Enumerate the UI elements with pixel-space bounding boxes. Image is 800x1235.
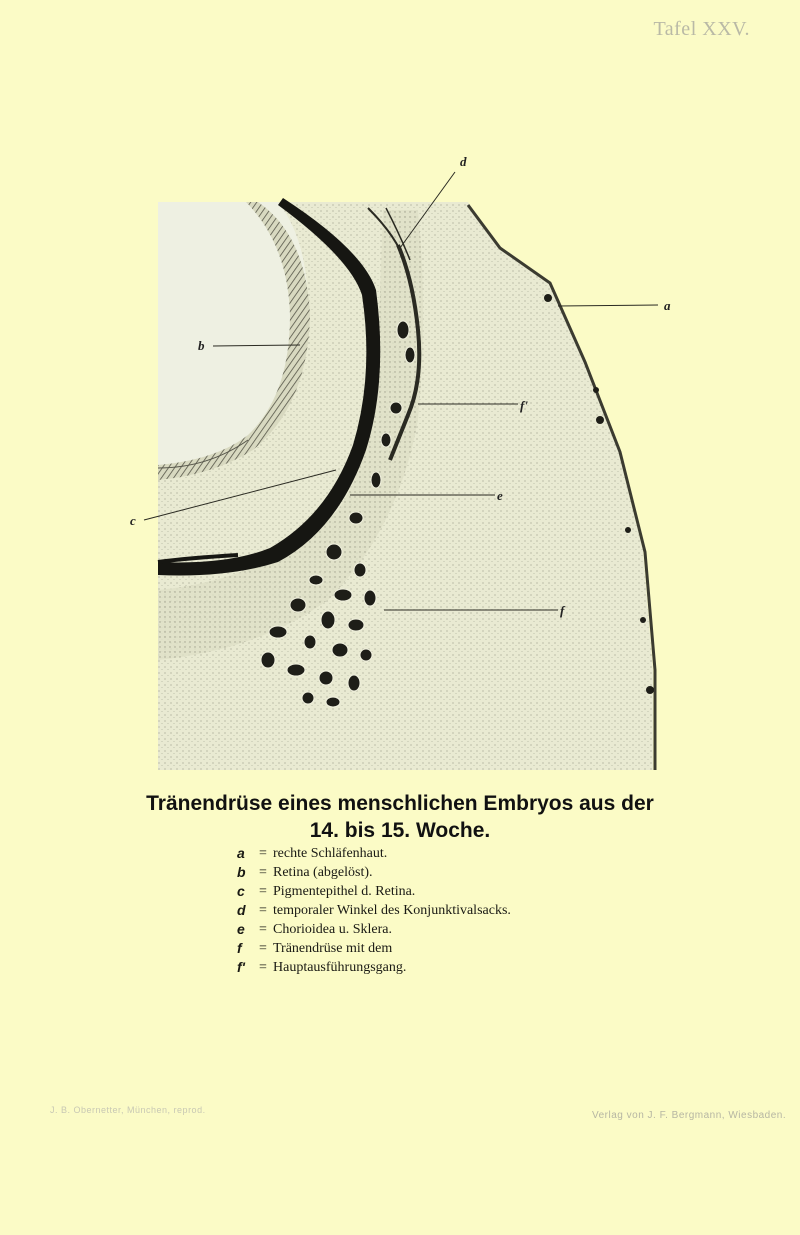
legend-letter: d <box>237 902 246 918</box>
legend-row-c <box>237 882 511 901</box>
legend-text: Hauptausführungsgang. <box>273 960 407 975</box>
footer-printer-credit: J. B. Obernetter, München, reprod. <box>50 1105 206 1115</box>
figure-label-b: b <box>198 338 205 353</box>
caption-title-line-1: Tränendrüse eines menschlichen Embryos aus der <box>146 792 654 815</box>
legend-letter: b <box>237 864 246 880</box>
legend-equals: = <box>259 903 267 918</box>
figure-label-d: d <box>460 154 467 169</box>
legend-equals: = <box>259 846 267 861</box>
legend-text: temporaler Winkel des Konjunktivalsacks. <box>273 903 511 918</box>
legend-letter: f <box>237 940 242 956</box>
legend-equals: = <box>259 922 267 937</box>
footer-publisher-credit: Verlag von J. F. Bergmann, Wiesbaden. <box>592 1110 787 1121</box>
legend-row-e <box>237 920 511 939</box>
figure-label-a: a <box>664 298 671 313</box>
legend-equals: = <box>259 960 267 975</box>
legend-row-b <box>237 863 511 882</box>
legend-equals: = <box>259 884 267 899</box>
legend-letter: a <box>237 845 245 861</box>
legend-row-a <box>237 844 511 863</box>
figure-label-f: f <box>560 603 565 618</box>
legend <box>237 844 511 977</box>
legend-text: Tränendrüse mit dem <box>273 941 393 956</box>
legend-letter: f' <box>237 959 245 975</box>
legend-text: Retina (abgelöst). <box>273 865 373 880</box>
figure-label-e: e <box>497 488 503 503</box>
legend-letter: e <box>237 921 245 937</box>
legend-row-f-prime <box>237 958 511 977</box>
figure-label-f-prime: f' <box>520 398 528 413</box>
caption-title <box>0 790 800 844</box>
legend-letter: c <box>237 883 245 899</box>
legend-row-d <box>237 901 511 920</box>
legend-text: rechte Schläfenhaut. <box>273 846 388 861</box>
figure-label-c: c <box>130 513 136 528</box>
plate-number: Tafel XXV. <box>653 18 750 40</box>
legend-text: Pigmentepithel d. Retina. <box>273 884 416 899</box>
legend-equals: = <box>259 941 267 956</box>
legend-text: Chorioidea u. Sklera. <box>273 922 392 937</box>
legend-equals: = <box>259 865 267 880</box>
legend-row-f <box>237 939 511 958</box>
histology-illustration <box>128 150 688 780</box>
histology-figure <box>128 150 688 780</box>
caption-title-line-2: 14. bis 15. Woche. <box>309 819 491 842</box>
